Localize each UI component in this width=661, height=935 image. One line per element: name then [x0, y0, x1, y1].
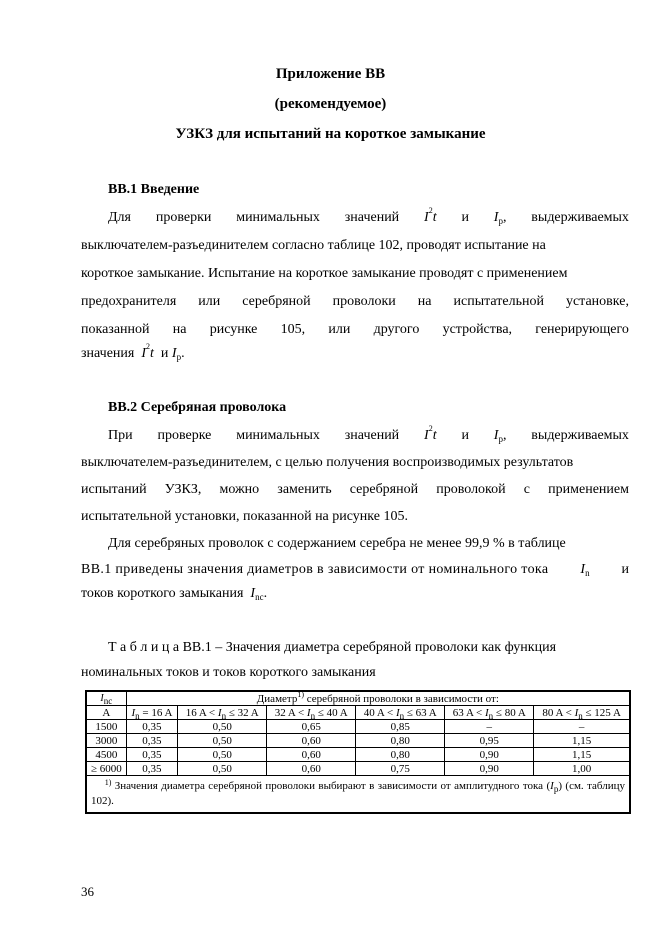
s2-line-3	[81, 482, 629, 498]
cell: 0,85	[356, 720, 445, 734]
word: серебряной	[242, 294, 311, 309]
header-col: $I_n = 16$ A	[126, 706, 178, 720]
s1-line-5	[81, 322, 629, 338]
cell: 0,80	[356, 734, 445, 748]
word: УЗКЗ,	[164, 482, 202, 497]
word: устройства,	[442, 322, 513, 337]
cell: ≥ 6000	[86, 762, 126, 776]
word: Для	[108, 210, 131, 225]
cell: 0,60	[267, 734, 356, 748]
section-2-title: ВВ.2 Серебряная проволока	[108, 400, 287, 415]
col-text: = 16 A	[142, 706, 173, 719]
word: и	[160, 346, 169, 361]
appendix-title: Приложение ВВ	[275, 66, 386, 82]
word: значений	[344, 210, 400, 225]
formula-ip: $I_p$,	[493, 210, 507, 226]
cell: 0,65	[267, 720, 356, 734]
cell: 0,50	[178, 762, 267, 776]
cell: 0,75	[356, 762, 445, 776]
cell: 1,15	[534, 748, 630, 762]
table-footnote: $^{1)}$ Значения диаметра серебряной проволоки выбирают в зависимости от амплитудного тока $(I_p)$ (см. таблицу 102).	[86, 776, 630, 814]
word: проверки	[155, 210, 212, 225]
word: с	[523, 482, 531, 497]
footnote-text: ) (см. таблицу 102).	[91, 780, 625, 807]
word: и	[621, 562, 629, 577]
page-number: 36	[81, 884, 94, 899]
cell: 0,90	[445, 762, 534, 776]
header-col: 40 $A < I_n \le 63$ A	[356, 706, 445, 720]
cell: 0,50	[178, 748, 267, 762]
word: предохранителя	[81, 294, 177, 309]
word: можно	[219, 482, 260, 497]
s2-para2-line-2	[81, 562, 629, 578]
table-row	[86, 762, 630, 776]
word: выдерживаемых	[531, 428, 629, 443]
word: значений	[344, 428, 400, 443]
cell: 4500	[86, 748, 126, 762]
table-header-row-1	[86, 691, 630, 706]
s1-line-3: короткое замыкание. Испытание на короткое замыкание проводят с применением	[81, 266, 568, 281]
header-col: 80 $A < I_n \le 125$ A	[534, 706, 630, 720]
table-header-row-2	[86, 706, 630, 720]
word: другого	[373, 322, 420, 337]
word: 105,	[280, 322, 306, 337]
table-row	[86, 734, 630, 748]
word: или	[328, 322, 351, 337]
header-text: серебряной проволоки в зависимости от:	[306, 692, 499, 705]
word: генерирующего	[535, 322, 629, 337]
table-row	[86, 720, 630, 734]
cell: 3000	[86, 734, 126, 748]
footnote-text: тока (	[522, 780, 551, 792]
cell: 1500	[86, 720, 126, 734]
table-footnote-row	[86, 776, 630, 814]
cell: 0,50	[178, 734, 267, 748]
cell: 0,35	[126, 720, 178, 734]
word: значения	[81, 346, 135, 361]
word: установке,	[565, 294, 629, 309]
table-caption	[108, 640, 629, 656]
s1-line-4	[81, 294, 629, 310]
word: испытательной	[453, 294, 544, 309]
s2-line-1	[108, 424, 629, 444]
word: проволоки	[332, 294, 396, 309]
word: минимальных	[236, 210, 320, 225]
appendix-status: (рекомендуемое)	[274, 96, 387, 112]
cell: 0,60	[267, 762, 356, 776]
s1-line-1	[108, 206, 629, 226]
word: на	[417, 294, 432, 309]
s2-para2-line-1: Для серебряных проволок с содержанием серебра не менее 99,9 % в таблице	[108, 536, 566, 551]
s2-line-4: испытательной установки, показанной на рисунке 105.	[81, 509, 408, 524]
header-inc: $I_{nc}$	[86, 691, 126, 706]
word: При	[108, 428, 133, 443]
caption-lead: Т а б л и ц а	[108, 640, 180, 655]
cell: 0,95	[445, 734, 534, 748]
sentence-part: токов короткого замыкания	[81, 586, 244, 601]
formula-in: $I_n$	[580, 562, 590, 578]
footnote-text: Значения диаметра серебряной проволоки выбирают в зависимости от амплитудного	[114, 780, 520, 792]
word: и	[461, 428, 469, 443]
cell: 0,60	[267, 748, 356, 762]
word: или	[198, 294, 221, 309]
appendix-subject: УЗКЗ для испытаний на короткое замыкание	[175, 126, 486, 142]
s1-line-6: значения $I^2t$ и $I_p$.	[81, 342, 185, 362]
word: рисунке	[209, 322, 258, 337]
header-col: 32 $A < I_n \le 40$ A	[267, 706, 356, 720]
s1-line-2: выключателем-разъединителем согласно таблице 102, проводят испытание на	[81, 238, 546, 253]
word: и	[461, 210, 469, 225]
table-row	[86, 748, 630, 762]
section-1-title: ВВ.1 Введение	[108, 182, 200, 197]
cell: 0,80	[356, 748, 445, 762]
cell: –	[445, 720, 534, 734]
header-unit: A	[86, 706, 126, 720]
word: заменить	[277, 482, 332, 497]
word: серебряной	[349, 482, 419, 497]
cell: 0,50	[178, 720, 267, 734]
cell: 1,15	[534, 734, 630, 748]
cell: 0,35	[126, 762, 178, 776]
caption-text: ВВ.1 – Значения диаметра серебряной проволоки как функция	[182, 640, 557, 655]
header-diameter: Диаметр$^{1)}$ серебряной проволоки в зависимости от:	[126, 691, 630, 706]
formula-i2t: $I^2t$	[424, 206, 437, 225]
sentence-part: ВВ.1 приведены значения диаметров в зависимости от номинального тока	[81, 562, 549, 577]
table-caption-line-2: номинальных токов и токов короткого замыкания	[81, 665, 376, 680]
header-col: 63 $A < I_n \le 80$ A	[445, 706, 534, 720]
word: проверке	[157, 428, 212, 443]
header-col: 16 $A < I_n \le 32$ A	[178, 706, 267, 720]
cell: 0,35	[126, 734, 178, 748]
word: выдерживаемых	[531, 210, 629, 225]
s2-line-2: выключателем-разъединителем, с целью получения воспроизводимых результатов	[81, 455, 574, 470]
s2-para2-line-3: токов короткого замыкания $I_{nc}$.	[81, 586, 268, 602]
word: на	[172, 322, 187, 337]
header-text: Диаметр	[256, 692, 298, 705]
formula-i2t: $I^2t$	[424, 424, 437, 443]
word: испытаний	[81, 482, 147, 497]
word: применением	[548, 482, 629, 497]
cell: 1,00	[534, 762, 630, 776]
word: минимальных	[236, 428, 320, 443]
word: показанной	[81, 322, 150, 337]
word: проволокой	[436, 482, 506, 497]
cell: 0,35	[126, 748, 178, 762]
silver-wire-table	[85, 690, 631, 814]
cell: –	[534, 720, 630, 734]
cell: 0,90	[445, 748, 534, 762]
formula-ip: $I_p$,	[493, 428, 507, 444]
